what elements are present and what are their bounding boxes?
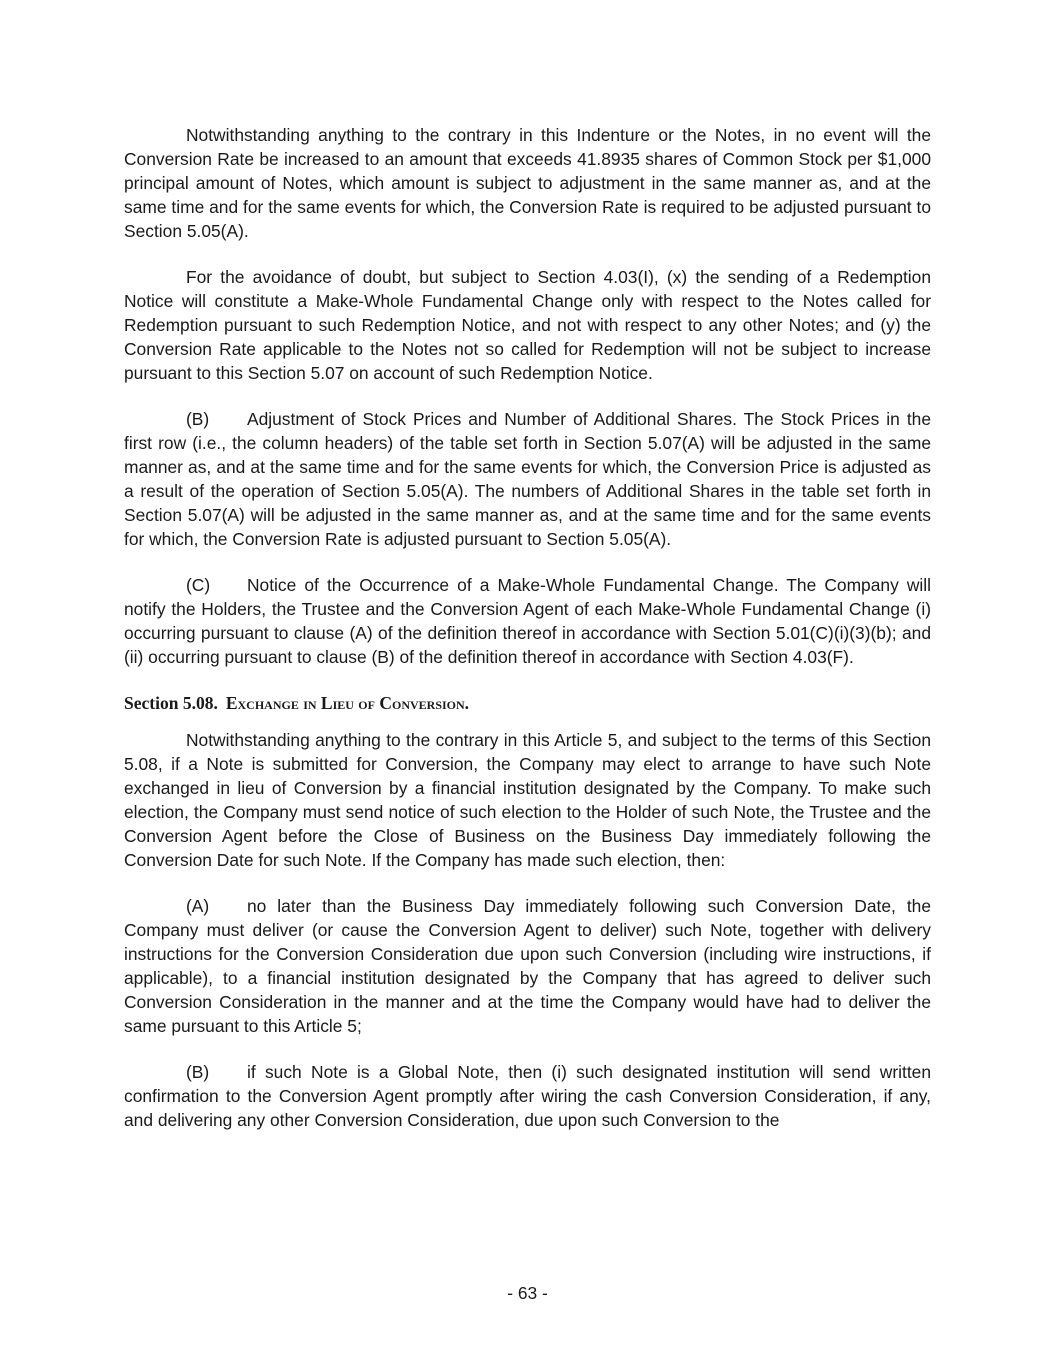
page-number: - 63 - — [507, 1283, 548, 1303]
section-title: Exchange in Lieu of Conversion. — [225, 693, 470, 713]
paragraph-text: Notice of the Occurrence of a Make-Whole Fundamental Change. The Company will notify the Holders, the Trustee and the Conversion Agent of each Make-Whole Fundamental Change (i) occurring pursuant to clause (A) of the definition thereof in accordance with Section 5.01(C)(i)(3)(b); and (ii) occurring pursuant to clause (B) of the definition thereof in accordance with Section 4.03(F). — [124, 575, 931, 667]
clause-label: (C) — [186, 575, 211, 595]
paragraph-text: Adjustment of Stock Prices and Number of Additional Shares. The Stock Prices in the first row (i.e., the column headers) of the table set forth in Section 5.07(A) will be adjusted in the same manner as, and at the same time and for the same events for which, the Conversion Price is adjusted as a result of the operation of Section 5.05(A). The numbers of Additional Shares in the table set forth in Section 5.07(A) will be adjusted in the same manner as, and at the same time and for the same events for which, the Conversion Rate is adjusted pursuant to Section 5.05(A). — [124, 409, 931, 549]
paragraph-clause-a-delivery — [124, 894, 931, 1038]
paragraph-exchange-election — [124, 728, 931, 872]
paragraph-text: For the avoidance of doubt, but subject to Section 4.03(I), (x) the sending of a Redemption Notice will constitute a Make-Whole Fundamental Change only with respect to the Notes called for Redemption pursuant to such Redemption Notice, and not with respect to any other Notes; and (y) the Conversion Rate applicable to the Notes not so called for Redemption will not be subject to increase pursuant to this Section 5.07 on account of such Redemption Notice. — [124, 267, 931, 383]
paragraph-text: Notwithstanding anything to the contrary in this Indenture or the Notes, in no event will the Conversion Rate be increased to an amount that exceeds 41.8935 shares of Common Stock per $1,000 principal amount of Notes, which amount is subject to adjustment in the same manner as, and at the same time and for the same events for which, the Conversion Rate is required to be adjusted pursuant to Section 5.05(A). — [124, 125, 931, 241]
paragraph-clause-c-notice — [124, 573, 931, 669]
clause-label: (A) — [186, 896, 210, 916]
clause-label: (B) — [186, 409, 210, 429]
paragraph-conversion-rate-cap — [124, 123, 931, 243]
paragraph-clause-b-global-note — [124, 1060, 931, 1132]
document-page — [124, 123, 931, 1154]
section-heading — [124, 691, 931, 715]
section-number: Section 5.08. — [124, 693, 218, 713]
paragraph-text: Notwithstanding anything to the contrary in this Article 5, and subject to the terms of this Section 5.08, if a Note is submitted for Conversion, the Company may elect to arrange to have such Note exchanged in lieu of Conversion by a financial institution designated by the Company. To make such election, the Company must send notice of such election to the Holder of such Note, the Trustee and the Conversion Agent before the Close of Business on the Business Day immediately following the Conversion Date for such Note. If the Company has made such election, then: — [124, 730, 931, 870]
paragraph-clause-b-adjustment — [124, 407, 931, 551]
clause-label: (B) — [186, 1062, 210, 1082]
paragraph-text: no later than the Business Day immediately following such Conversion Date, the Company must deliver (or cause the Conversion Agent to deliver) such Note, together with delivery instructions for the Conversion Consideration due upon such Conversion (including wire instructions, if applicable), to a financial institution designated by the Company that has agreed to deliver such Conversion Consideration in the manner and at the time the Company would have had to deliver the same pursuant to this Article 5; — [124, 896, 931, 1036]
paragraph-text: if such Note is a Global Note, then (i) such designated institution will send written confirmation to the Conversion Agent promptly after wiring the cash Conversion Consideration, if any, and delivering any other Conversion Consideration, due upon such Conversion to the — [124, 1062, 931, 1130]
paragraph-redemption-notice — [124, 265, 931, 385]
